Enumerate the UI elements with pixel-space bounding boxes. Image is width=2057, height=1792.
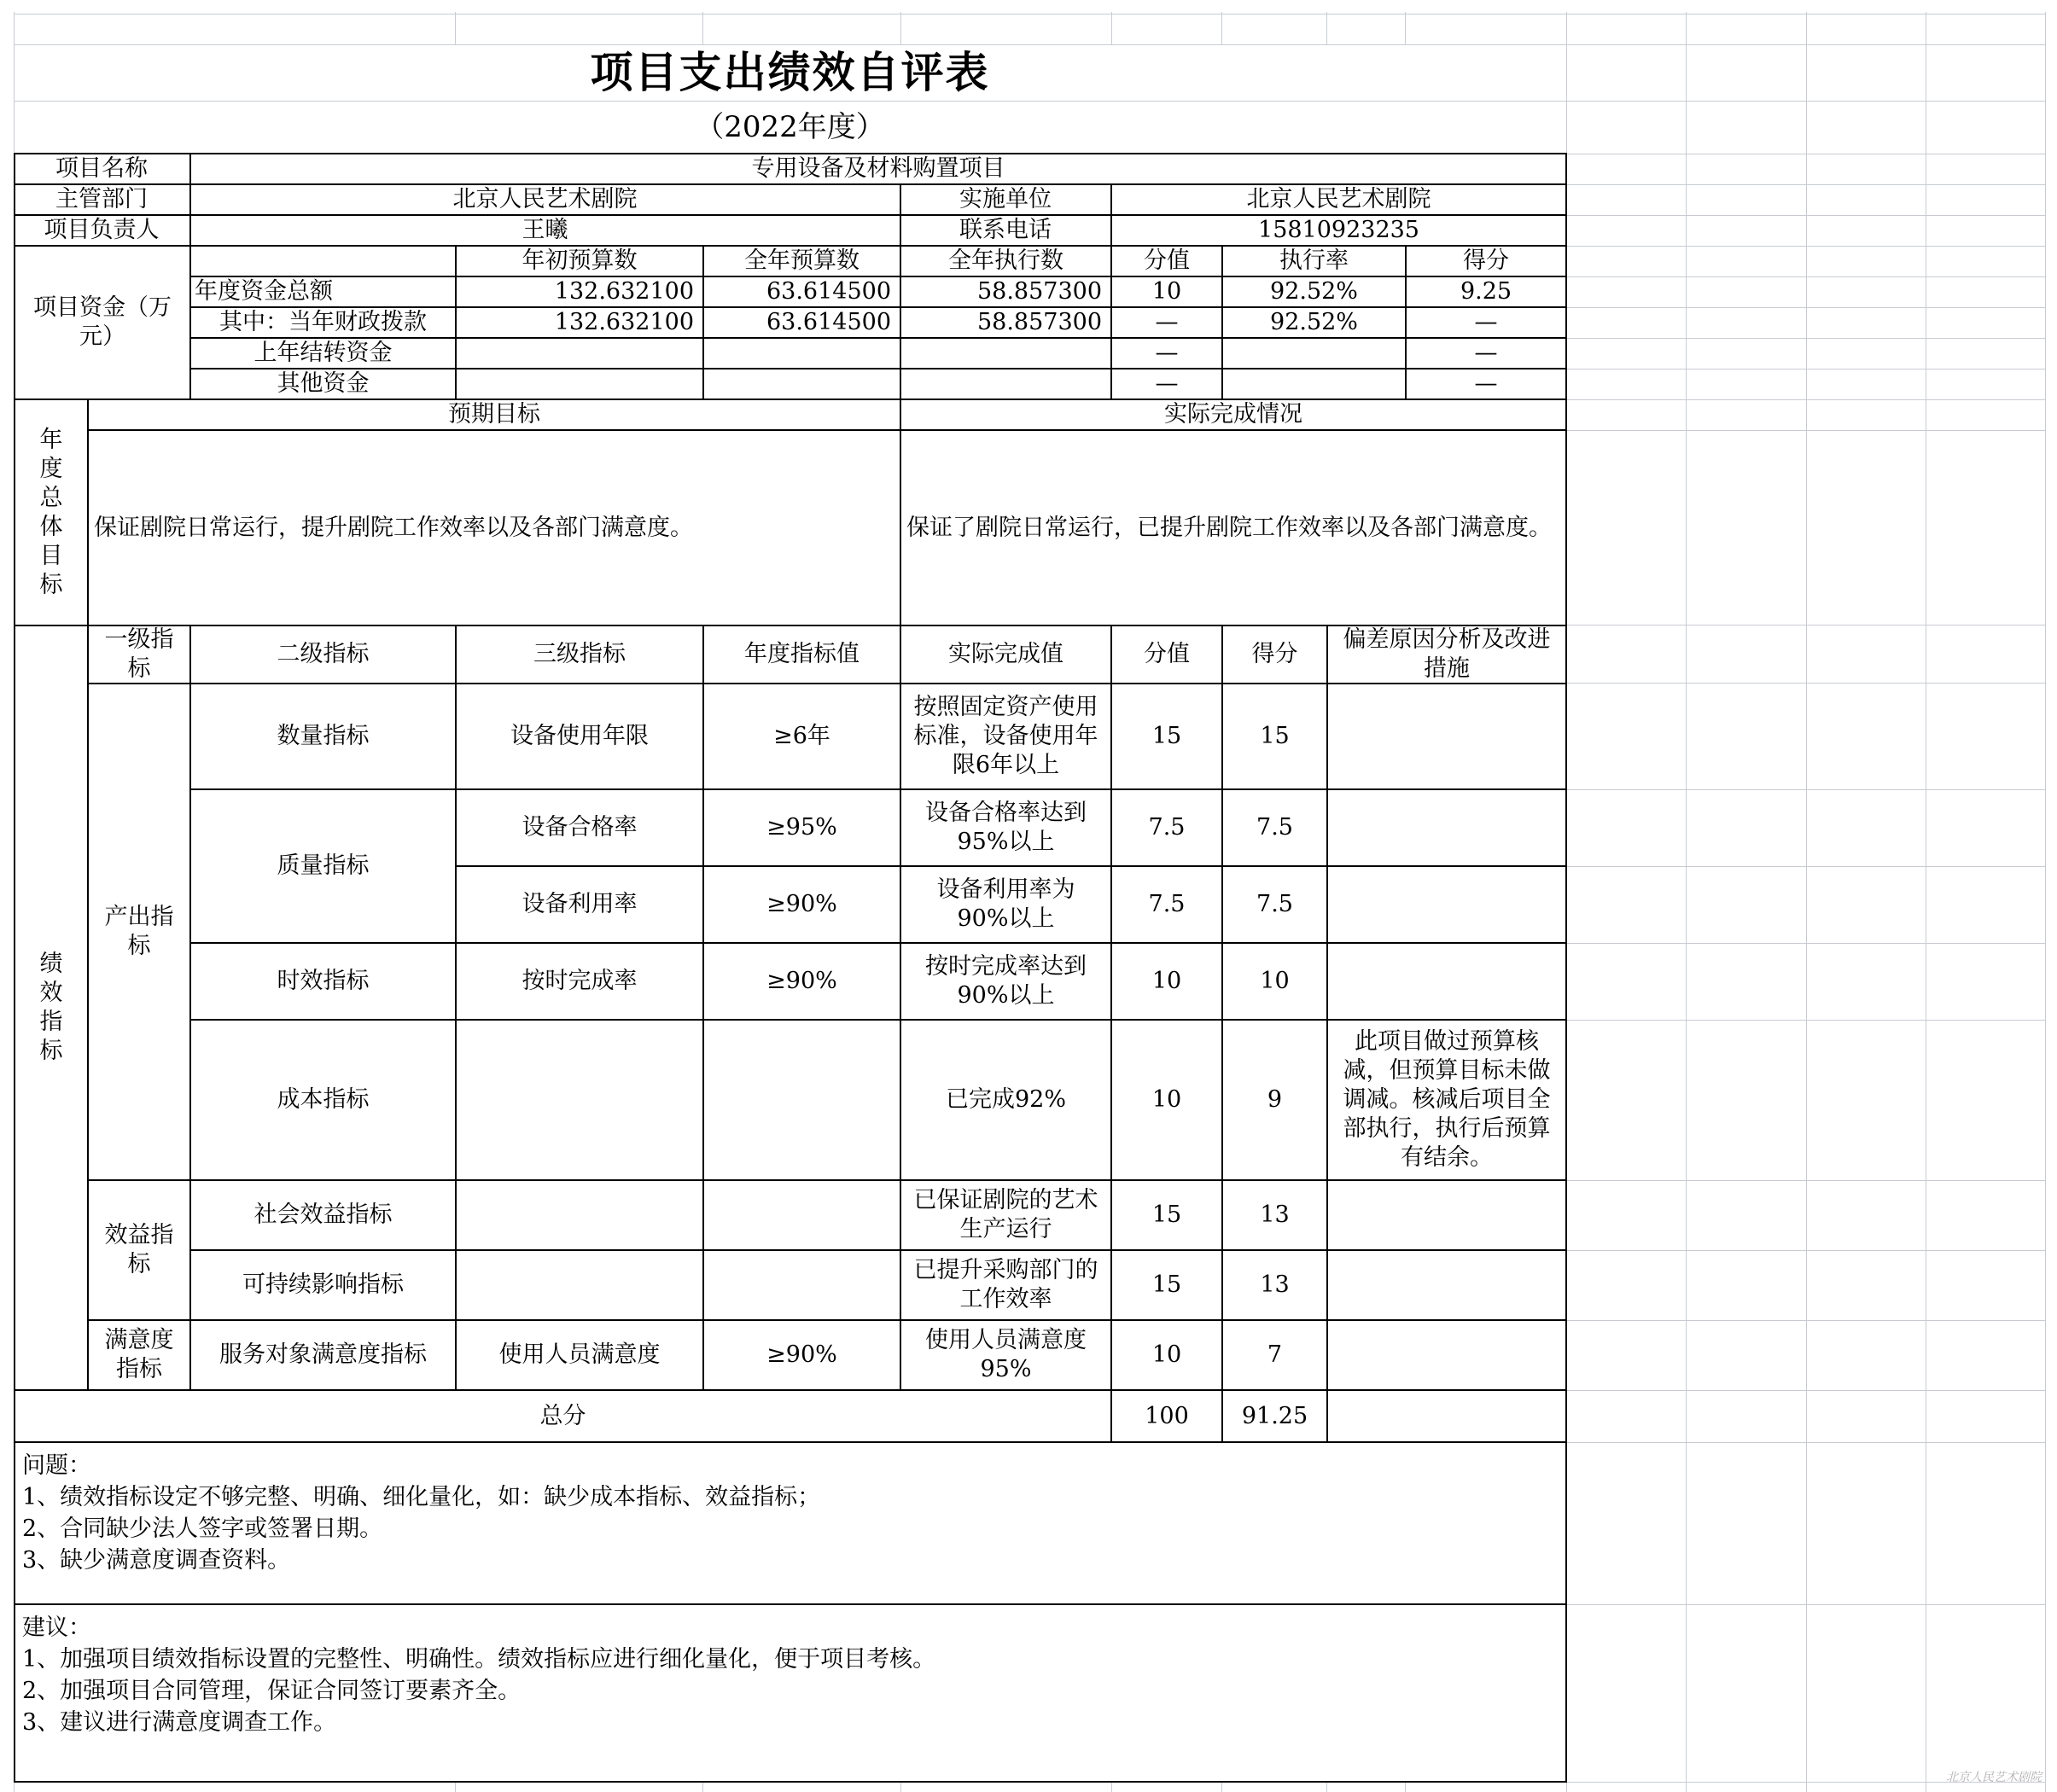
perf-row-score: 13 (1260, 1201, 1290, 1228)
suggestions-item: 3、建议进行满意度调查工作。 (22, 1709, 337, 1736)
perf-row-l3: 按时完成率 (522, 968, 638, 994)
goals-actual-text: 保证了剧院日常运行，已提升剧院工作效率以及各部门满意度。 (906, 514, 1552, 541)
funds-col-initial: 年初预算数 (522, 247, 638, 274)
funds-row-name: 其中：当年财政拨款 (219, 309, 427, 335)
goals-expected-header: 预期目标 (448, 401, 540, 428)
perf-row-l2: 可持续影响指标 (242, 1271, 404, 1298)
issues-block (15, 1443, 1565, 1603)
grid-line (1566, 1250, 2045, 1251)
funds-row-score-value: 10 (1151, 278, 1182, 305)
funds-row-name: 上年结转资金 (253, 340, 393, 366)
project-name-label: 项目名称 (55, 155, 148, 182)
impl-unit-label: 实施单位 (959, 186, 1052, 212)
perf-row-value: 15 (1151, 723, 1182, 749)
funds-row-score: — (1474, 370, 1498, 397)
perf-header-value: 分值 (1144, 641, 1190, 667)
suggestions-item: 1、加强项目绩效指标设置的完整性、明确性。绩效指标应进行细化量化，便于项目考核。 (22, 1646, 936, 1673)
grid-line (1566, 943, 2045, 944)
funds-row-annual: 63.614500 (766, 278, 891, 305)
funds-row-score-value: — (1155, 370, 1179, 397)
perf-row-l2: 数量指标 (277, 723, 370, 749)
perf-l1-benefit: 效益指标 (104, 1222, 174, 1277)
funds-row-rate: 92.52% (1270, 278, 1358, 305)
grid-line (1686, 12, 1687, 1792)
perf-header-note: 偏差原因分析及改进措施 (1343, 626, 1551, 682)
watermark-text: 北京人民艺术剧院 (1946, 1771, 2042, 1784)
perf-l1-output: 产出指标 (104, 904, 174, 959)
perf-row-actual: 按时完成率达到90%以上 (925, 953, 1087, 1009)
grid-line (1566, 1604, 2045, 1605)
perf-row-actual: 使用人员满意度95% (925, 1327, 1087, 1382)
perf-header-l2: 二级指标 (277, 641, 370, 667)
funds-row-score: 9.25 (1460, 278, 1512, 305)
total-label: 总分 (539, 1402, 586, 1429)
grid-line (1566, 1390, 2045, 1391)
issues-title: 问题： (22, 1452, 91, 1479)
funds-label: 项目资金（万元） (33, 294, 172, 350)
funds-col-annual: 全年预算数 (744, 247, 860, 274)
grid-line (1566, 789, 2045, 790)
grid-line (1566, 1442, 2045, 1443)
funds-row-score-value: — (1155, 309, 1179, 335)
funds-row-name: 其他资金 (277, 370, 370, 397)
funds-col-executed: 全年执行数 (948, 247, 1063, 274)
grid-line (1566, 338, 2045, 339)
goals-expected-text: 保证剧院日常运行，提升剧院工作效率以及各部门满意度。 (94, 514, 693, 541)
perf-row-value: 10 (1151, 1341, 1182, 1368)
perf-header-score: 得分 (1251, 641, 1298, 667)
grid-line (1566, 430, 2045, 431)
perf-row-target: ≥95% (766, 814, 837, 841)
grid-line (1566, 399, 2045, 400)
perf-row-value: 15 (1151, 1201, 1182, 1228)
perf-row-actual: 已完成92% (945, 1086, 1066, 1113)
funds-row-score-value: — (1155, 340, 1179, 366)
perf-row-value: 15 (1151, 1271, 1182, 1298)
perf-row-score: 7 (1267, 1341, 1283, 1368)
funds-row-annual: 63.614500 (766, 309, 891, 335)
suggestions-item: 2、加强项目合同管理，保证合同签订要素齐全。 (22, 1678, 522, 1704)
funds-row-score: — (1474, 340, 1498, 366)
grid-line (1566, 307, 2045, 308)
dept-label: 主管部门 (55, 186, 148, 212)
page-title: 项目支出绩效自评表 (590, 47, 990, 97)
perf-header-actual: 实际完成值 (948, 641, 1063, 667)
grid-line (1806, 12, 1807, 1792)
funds-row-rate: 92.52% (1270, 309, 1358, 335)
perf-row-note: 此项目做过预算核减，但预算目标未做调减。核减后项目全部执行，执行后预算有结余。 (1343, 1028, 1551, 1171)
goals-label: 年度总体目标 (39, 426, 63, 598)
perf-row-score: 9 (1267, 1086, 1283, 1113)
funds-col-score-value: 分值 (1144, 247, 1190, 274)
dept-value: 北京人民艺术剧院 (452, 186, 638, 212)
grid-line (1566, 215, 2045, 216)
grid-line (1566, 276, 2045, 277)
phone-value: 15810923235 (1258, 217, 1419, 243)
funds-row-executed: 58.857300 (976, 278, 1102, 305)
perf-row-l3: 设备使用年限 (510, 723, 649, 749)
issues-item: 3、缺少满意度调查资料。 (22, 1547, 291, 1574)
leader-value: 王曦 (522, 217, 568, 243)
perf-row-actual: 按照固定资产使用标准，设备使用年限6年以上 (913, 694, 1098, 778)
funds-row-score: — (1474, 309, 1498, 335)
perf-l1-satisfaction: 满意度指标 (104, 1327, 174, 1382)
perf-header-target: 年度指标值 (744, 641, 860, 667)
funds-row-initial: 132.632100 (554, 278, 694, 305)
perf-row-actual: 已提升采购部门的工作效率 (913, 1257, 1098, 1312)
funds-col-score: 得分 (1463, 247, 1509, 274)
perf-header-l3: 三级指标 (533, 641, 626, 667)
grid-line (1566, 1020, 2045, 1021)
perf-row-target: ≥90% (766, 891, 837, 917)
perf-row-actual: 设备利用率为90%以上 (936, 876, 1075, 932)
grid-line (1566, 683, 2045, 684)
phone-label: 联系电话 (959, 217, 1052, 243)
project-name-value: 专用设备及材料购置项目 (751, 155, 1005, 182)
perf-row-value: 7.5 (1148, 814, 1186, 841)
perf-row-l3: 使用人员满意度 (498, 1341, 661, 1368)
perf-row-value: 10 (1151, 968, 1182, 994)
perf-row-score: 7.5 (1256, 814, 1293, 841)
leader-label: 项目负责人 (44, 217, 160, 243)
perf-row-target: ≥90% (766, 1341, 837, 1368)
grid-line (14, 14, 2045, 15)
perf-row-l2: 时效指标 (277, 968, 370, 994)
grid-line (1566, 1320, 2045, 1321)
perf-header-l1: 一级指标 (104, 626, 174, 682)
issues-item: 2、合同缺少法人签字或签署日期。 (22, 1516, 383, 1542)
grid-line (1566, 1180, 2045, 1181)
perf-row-target: ≥90% (766, 968, 837, 994)
goals-actual-header: 实际完成情况 (1164, 401, 1302, 428)
issues-item: 1、绩效指标设定不够完整、明确、细化量化，如：缺少成本指标、效益指标； (22, 1484, 821, 1510)
total-value: 100 (1145, 1402, 1189, 1429)
grid-line (1566, 246, 2045, 247)
perf-label: 绩效指标 (39, 951, 63, 1064)
grid-line (2045, 12, 2046, 1792)
perf-row-l2: 社会效益指标 (253, 1201, 393, 1228)
funds-row-name: 年度资金总额 (195, 278, 333, 305)
page-subtitle: （2022年度） (695, 110, 885, 144)
perf-row-score: 10 (1260, 968, 1290, 994)
grid-line (1566, 184, 2045, 185)
funds-col-rate: 执行率 (1279, 247, 1349, 274)
perf-row-l3: 设备合格率 (522, 814, 638, 841)
grid-line (1566, 866, 2045, 867)
perf-row-target: ≥6年 (773, 723, 830, 749)
impl-unit-value: 北京人民艺术剧院 (1246, 186, 1431, 212)
perf-row-l3: 设备利用率 (522, 891, 638, 917)
perf-row-score: 15 (1260, 723, 1290, 749)
perf-row-l2: 成本指标 (277, 1086, 370, 1113)
funds-row-executed: 58.857300 (976, 309, 1102, 335)
perf-row-score: 7.5 (1256, 891, 1293, 917)
funds-row-initial: 132.632100 (554, 309, 694, 335)
perf-row-actual: 已保证剧院的艺术生产运行 (913, 1187, 1098, 1242)
perf-row-l2: 服务对象满意度指标 (219, 1341, 427, 1368)
suggestions-block (15, 1605, 1565, 1781)
perf-row-actual: 设备合格率达到95%以上 (925, 800, 1087, 855)
perf-row-value: 10 (1151, 1086, 1182, 1113)
total-score: 91.25 (1241, 1402, 1308, 1429)
perf-row-l2: 质量指标 (277, 852, 370, 879)
perf-row-value: 7.5 (1148, 891, 1186, 917)
perf-row-score: 13 (1260, 1271, 1290, 1298)
suggestions-title: 建议： (22, 1615, 91, 1641)
